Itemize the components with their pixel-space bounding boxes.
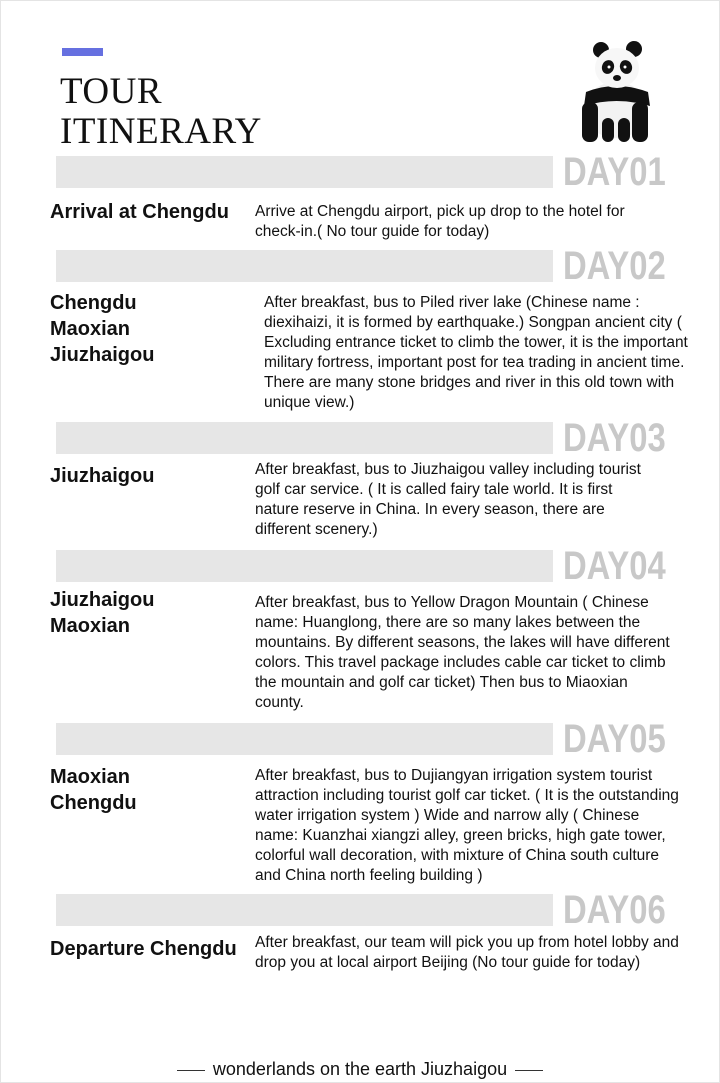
day-label: DAY04 (563, 544, 666, 588)
day-bar (56, 894, 553, 926)
footer (0, 1058, 720, 1080)
day-place (50, 463, 154, 489)
place-line: Chengdu (50, 292, 137, 314)
day-place (50, 764, 137, 816)
day-bar (56, 550, 553, 582)
day-description: After breakfast, bus to Yellow Dragon Mountain ( Chinese name: Huanglong, there are so many lakes between the mountains. By different seasons, the lakes will have different colors. This travel package includes cable car ticket to climb the mountain and golf car ticket) Then bus to Miaoxian county. (255, 594, 670, 711)
place-line: Jiuzhaigou (50, 589, 155, 611)
day-description: After breakfast, bus to Piled river lake (Chinese name : diexihaizi, it is formed by earthquake.) Songpan ancient city ( Excluding entrance ticket to climb the tower, it is the important military fortress, important post for tea trading in ancient time. There are many stone bridges and river in this old town with unique view.) (264, 294, 688, 411)
title-line-2: ITINERARY (60, 111, 262, 152)
day-place (50, 199, 229, 225)
day-label: DAY05 (563, 717, 666, 761)
day-bar (56, 723, 553, 755)
place-line: Departure Chengdu (50, 938, 237, 960)
footer-text: wonderlands on the earth Jiuzhaigou (212, 1059, 508, 1079)
panda-icon (576, 40, 654, 144)
place-line: Arrival at Chengdu (50, 201, 229, 223)
place-line: Jiuzhaigou (50, 465, 155, 487)
day-label: DAY03 (563, 416, 666, 460)
day-description: After breakfast, bus to Dujiangyan irrigation system tourist attraction including tourist golf car ticket. ( It is the outstanding water irrigation system ) Wide and narrow ally ( Chinese name: Kuanzhai xiangzi alley, green bricks, high gate tower, colorful wall decoration, with mixture of China south culture and China north feeling building ) (255, 767, 679, 884)
day-description: After breakfast, bus to Jiuzhaigou valley including tourist golf car service. ( It is called fairy tale world. It is first nature reserve in China. In every season, there are different scenery.) (255, 461, 641, 538)
place-line: Maoxian (50, 318, 131, 340)
day-description: Arrive at Chengdu airport, pick up drop to the hotel for check-in.( No tour guide for today) (255, 203, 625, 240)
day-bar (56, 422, 553, 454)
place-line: Maoxian (50, 615, 131, 637)
day-label: DAY02 (563, 244, 666, 288)
day-description: After breakfast, our team will pick you up from hotel lobby and drop you at local airport Beijing (No tour guide for today) (255, 934, 679, 971)
day-place (50, 936, 237, 962)
accent-bar (62, 48, 103, 56)
footer-dash-left (177, 1070, 205, 1071)
day-label: DAY01 (563, 150, 666, 194)
day-place (50, 587, 154, 639)
place-line: Jiuzhaigou (50, 344, 155, 366)
place-line: Maoxian (50, 766, 131, 788)
place-line: Chengdu (50, 792, 137, 814)
day-place (50, 290, 154, 368)
day-label: DAY06 (563, 888, 666, 932)
day-bar (56, 250, 553, 282)
title-line-1: TOUR (60, 71, 163, 112)
day-bar (56, 156, 553, 188)
page-title (60, 72, 262, 152)
footer-dash-right (515, 1070, 543, 1071)
